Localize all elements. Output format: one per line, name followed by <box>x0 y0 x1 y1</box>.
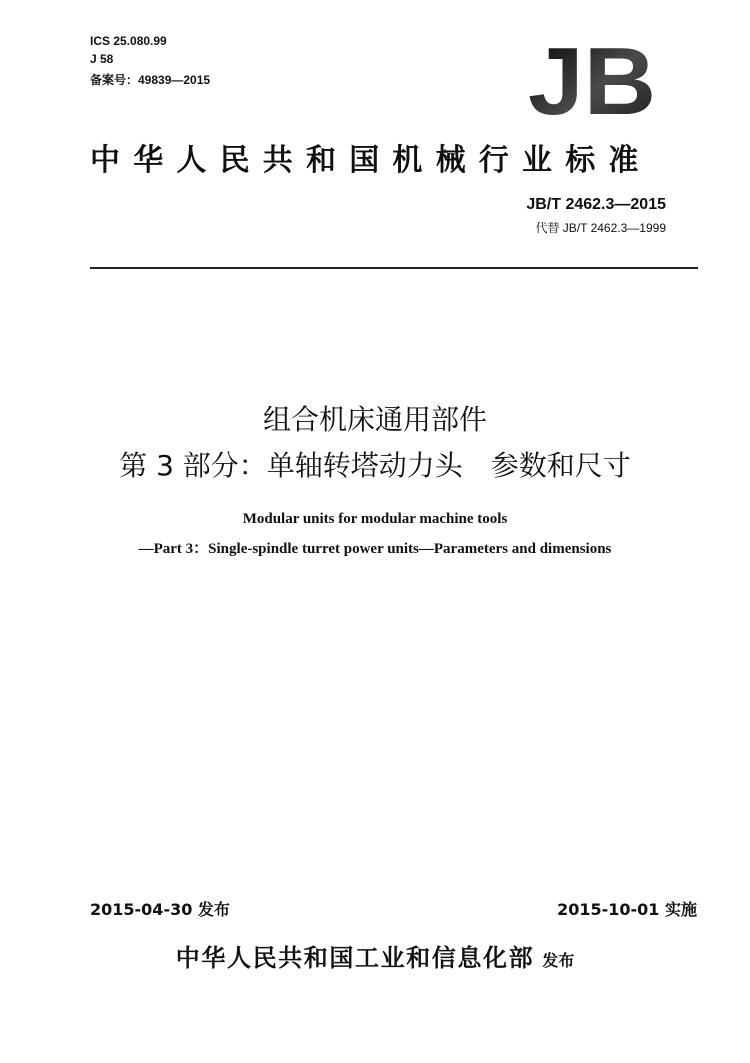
standard-category-title: 中华人民共和国机械行业标准 <box>90 143 652 178</box>
publisher <box>0 938 750 973</box>
chinese-title-line-2: 第 3 部分：单轴转塔动力头 参数和尺寸 <box>119 449 631 482</box>
publisher-issue-label: 发布 <box>542 951 575 970</box>
ics-code: ICS 25.080.99 <box>90 34 167 48</box>
implementation-date: 2015-10-01 实施 <box>557 900 697 919</box>
record-number: 备案号：49839—2015 <box>90 73 211 87</box>
jb-logo-text: JB <box>528 40 656 118</box>
jb-logo-graphic <box>528 40 656 118</box>
header-divider <box>90 267 698 269</box>
chinese-title-line-1: 组合机床通用部件 <box>262 403 487 436</box>
classification-code: J 58 <box>90 52 114 66</box>
publisher-organization: 中华人民共和国工业和信息化部 <box>175 944 535 972</box>
issue-date: 2015-04-30 发布 <box>90 900 230 919</box>
jb-logo <box>528 40 656 118</box>
standard-number: JB/T 2462.3—2015 <box>526 196 666 213</box>
replaced-standard: 代替 JB/T 2462.3—1999 <box>535 221 666 235</box>
english-title-line-2: —Part 3：Single-spindle turret power units—Parameters and dimensions <box>138 541 612 557</box>
english-title-line-1: Modular units for modular machine tools <box>242 511 508 527</box>
